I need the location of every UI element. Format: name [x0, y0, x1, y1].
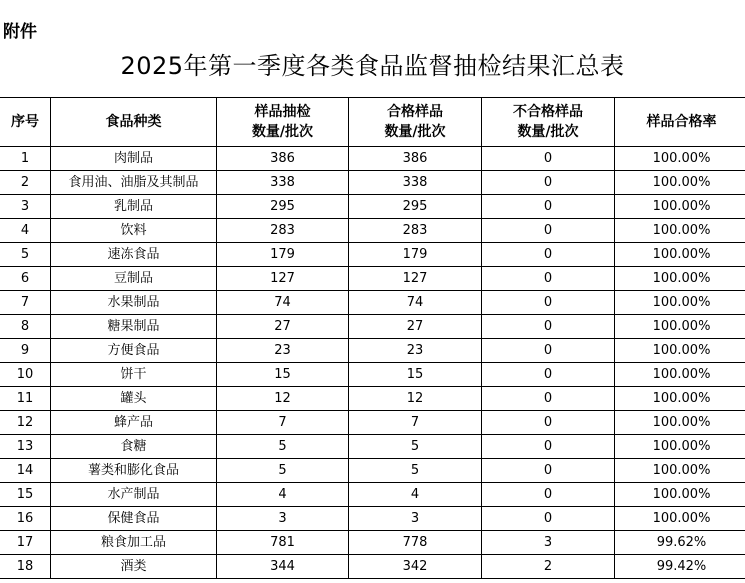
serial-number-cell: 5	[0, 243, 51, 267]
unqualified-count-cell: 0	[482, 411, 615, 435]
sampled-count-cell: 338	[217, 171, 349, 195]
header-qualified-count	[349, 98, 482, 147]
unqualified-count-cell: 0	[482, 219, 615, 243]
pass-rate-cell: 100.00%	[615, 411, 745, 435]
table-row	[0, 363, 745, 387]
table-row	[0, 315, 745, 339]
unqualified-count-cell: 0	[482, 171, 615, 195]
serial-number-cell: 18	[0, 555, 51, 579]
table-row	[0, 483, 745, 507]
sampled-count-cell: 781	[217, 531, 349, 555]
sampled-count-cell: 295	[217, 195, 349, 219]
header-unqualified-count	[482, 98, 615, 147]
food-category-cell: 乳制品	[51, 195, 217, 219]
unqualified-count-cell: 0	[482, 267, 615, 291]
page-title: 2025年第一季度各类食品监督抽检结果汇总表	[120, 52, 625, 80]
sampled-count-cell: 27	[217, 315, 349, 339]
food-category-cell: 水产制品	[51, 483, 217, 507]
unqualified-count-cell: 0	[482, 435, 615, 459]
qualified-count-cell: 386	[349, 147, 482, 171]
serial-number-cell: 13	[0, 435, 51, 459]
unqualified-count-cell: 0	[482, 195, 615, 219]
header-sampled-count-line: 样品抽检	[254, 104, 311, 120]
pass-rate-cell: 100.00%	[615, 171, 745, 195]
serial-number-cell: 12	[0, 411, 51, 435]
table-row	[0, 339, 745, 363]
qualified-count-cell: 23	[349, 339, 482, 363]
header-food-category	[51, 98, 217, 147]
food-category-cell: 豆制品	[51, 267, 217, 291]
pass-rate-cell: 100.00%	[615, 483, 745, 507]
pass-rate-cell: 100.00%	[615, 363, 745, 387]
unqualified-count-cell: 0	[482, 315, 615, 339]
table-row	[0, 243, 745, 267]
food-category-cell: 食糖	[51, 435, 217, 459]
serial-number-cell: 11	[0, 387, 51, 411]
unqualified-count-cell: 0	[482, 483, 615, 507]
qualified-count-cell: 27	[349, 315, 482, 339]
unqualified-count-cell: 0	[482, 363, 615, 387]
sampled-count-cell: 283	[217, 219, 349, 243]
unqualified-count-cell: 0	[482, 243, 615, 267]
sampled-count-cell: 179	[217, 243, 349, 267]
food-category-cell: 粮食加工品	[51, 531, 217, 555]
header-food-category-line: 食品种类	[105, 114, 162, 130]
serial-number-cell: 6	[0, 267, 51, 291]
header-sampled-count	[217, 98, 349, 147]
table-header-row	[0, 98, 745, 147]
food-category-cell: 饼干	[51, 363, 217, 387]
pass-rate-cell: 99.62%	[615, 531, 745, 555]
table-row	[0, 219, 745, 243]
food-category-cell: 保健食品	[51, 507, 217, 531]
unqualified-count-cell: 0	[482, 459, 615, 483]
serial-number-cell: 15	[0, 483, 51, 507]
pass-rate-cell: 100.00%	[615, 459, 745, 483]
qualified-count-cell: 283	[349, 219, 482, 243]
serial-number-cell: 1	[0, 147, 51, 171]
table-row	[0, 435, 745, 459]
food-category-cell: 水果制品	[51, 291, 217, 315]
table-row	[0, 267, 745, 291]
pass-rate-cell: 100.00%	[615, 339, 745, 363]
qualified-count-cell: 7	[349, 411, 482, 435]
serial-number-cell: 17	[0, 531, 51, 555]
sampled-count-cell: 5	[217, 435, 349, 459]
summary-table	[0, 97, 745, 579]
sampled-count-cell: 74	[217, 291, 349, 315]
food-category-cell: 饮料	[51, 219, 217, 243]
pass-rate-cell: 100.00%	[615, 387, 745, 411]
qualified-count-cell: 5	[349, 435, 482, 459]
unqualified-count-cell: 0	[482, 507, 615, 531]
qualified-count-cell: 12	[349, 387, 482, 411]
qualified-count-cell: 74	[349, 291, 482, 315]
food-category-cell: 速冻食品	[51, 243, 217, 267]
sampled-count-cell: 3	[217, 507, 349, 531]
header-sampled-count-line: 数量/批次	[251, 124, 314, 140]
pass-rate-cell: 100.00%	[615, 243, 745, 267]
header-serial-number	[0, 98, 51, 147]
pass-rate-cell: 100.00%	[615, 219, 745, 243]
food-category-cell: 薯类和膨化食品	[51, 459, 217, 483]
qualified-count-cell: 338	[349, 171, 482, 195]
pass-rate-cell: 100.00%	[615, 195, 745, 219]
qualified-count-cell: 3	[349, 507, 482, 531]
sampled-count-cell: 344	[217, 555, 349, 579]
serial-number-cell: 9	[0, 339, 51, 363]
attachment-label: 附件	[3, 22, 37, 42]
food-category-cell: 食用油、油脂及其制品	[51, 171, 217, 195]
food-category-cell: 糖果制品	[51, 315, 217, 339]
header-unqualified-count-line: 不合格样品	[513, 104, 583, 120]
qualified-count-cell: 778	[349, 531, 482, 555]
table-row	[0, 195, 745, 219]
table-row	[0, 531, 745, 555]
sampled-count-cell: 127	[217, 267, 349, 291]
qualified-count-cell: 342	[349, 555, 482, 579]
sampled-count-cell: 12	[217, 387, 349, 411]
food-category-cell: 肉制品	[51, 147, 217, 171]
food-category-cell: 罐头	[51, 387, 217, 411]
sampled-count-cell: 386	[217, 147, 349, 171]
unqualified-count-cell: 0	[482, 339, 615, 363]
serial-number-cell: 7	[0, 291, 51, 315]
sampled-count-cell: 7	[217, 411, 349, 435]
qualified-count-cell: 127	[349, 267, 482, 291]
serial-number-cell: 3	[0, 195, 51, 219]
pass-rate-cell: 100.00%	[615, 315, 745, 339]
table-row	[0, 147, 745, 171]
pass-rate-cell: 100.00%	[615, 507, 745, 531]
qualified-count-cell: 5	[349, 459, 482, 483]
serial-number-cell: 10	[0, 363, 51, 387]
unqualified-count-cell: 0	[482, 387, 615, 411]
header-unqualified-count-line: 数量/批次	[517, 124, 579, 140]
unqualified-count-cell: 3	[482, 531, 615, 555]
serial-number-cell: 16	[0, 507, 51, 531]
table-row	[0, 411, 745, 435]
pass-rate-cell: 99.42%	[615, 555, 745, 579]
food-category-cell: 蜂产品	[51, 411, 217, 435]
table-body	[0, 147, 745, 579]
table-row	[0, 555, 745, 579]
header-pass-rate	[615, 98, 745, 147]
qualified-count-cell: 179	[349, 243, 482, 267]
serial-number-cell: 14	[0, 459, 51, 483]
unqualified-count-cell: 2	[482, 555, 615, 579]
header-qualified-count-line: 数量/批次	[384, 124, 446, 140]
table-row	[0, 171, 745, 195]
qualified-count-cell: 4	[349, 483, 482, 507]
pass-rate-cell: 100.00%	[615, 267, 745, 291]
table-row	[0, 387, 745, 411]
sampled-count-cell: 15	[217, 363, 349, 387]
pass-rate-cell: 100.00%	[615, 291, 745, 315]
food-category-cell: 方便食品	[51, 339, 217, 363]
qualified-count-cell: 15	[349, 363, 482, 387]
table-row	[0, 291, 745, 315]
pass-rate-cell: 100.00%	[615, 147, 745, 171]
unqualified-count-cell: 0	[482, 147, 615, 171]
serial-number-cell: 4	[0, 219, 51, 243]
sampled-count-cell: 23	[217, 339, 349, 363]
table-header	[0, 98, 745, 147]
header-pass-rate-line: 样品合格率	[646, 114, 717, 130]
sampled-count-cell: 5	[217, 459, 349, 483]
serial-number-cell: 8	[0, 315, 51, 339]
food-category-cell: 酒类	[51, 555, 217, 579]
table-row	[0, 507, 745, 531]
serial-number-cell: 2	[0, 171, 51, 195]
unqualified-count-cell: 0	[482, 291, 615, 315]
header-serial-number-line: 序号	[11, 114, 39, 130]
header-qualified-count-line: 合格样品	[387, 104, 443, 120]
qualified-count-cell: 295	[349, 195, 482, 219]
sampled-count-cell: 4	[217, 483, 349, 507]
table-row	[0, 459, 745, 483]
pass-rate-cell: 100.00%	[615, 435, 745, 459]
